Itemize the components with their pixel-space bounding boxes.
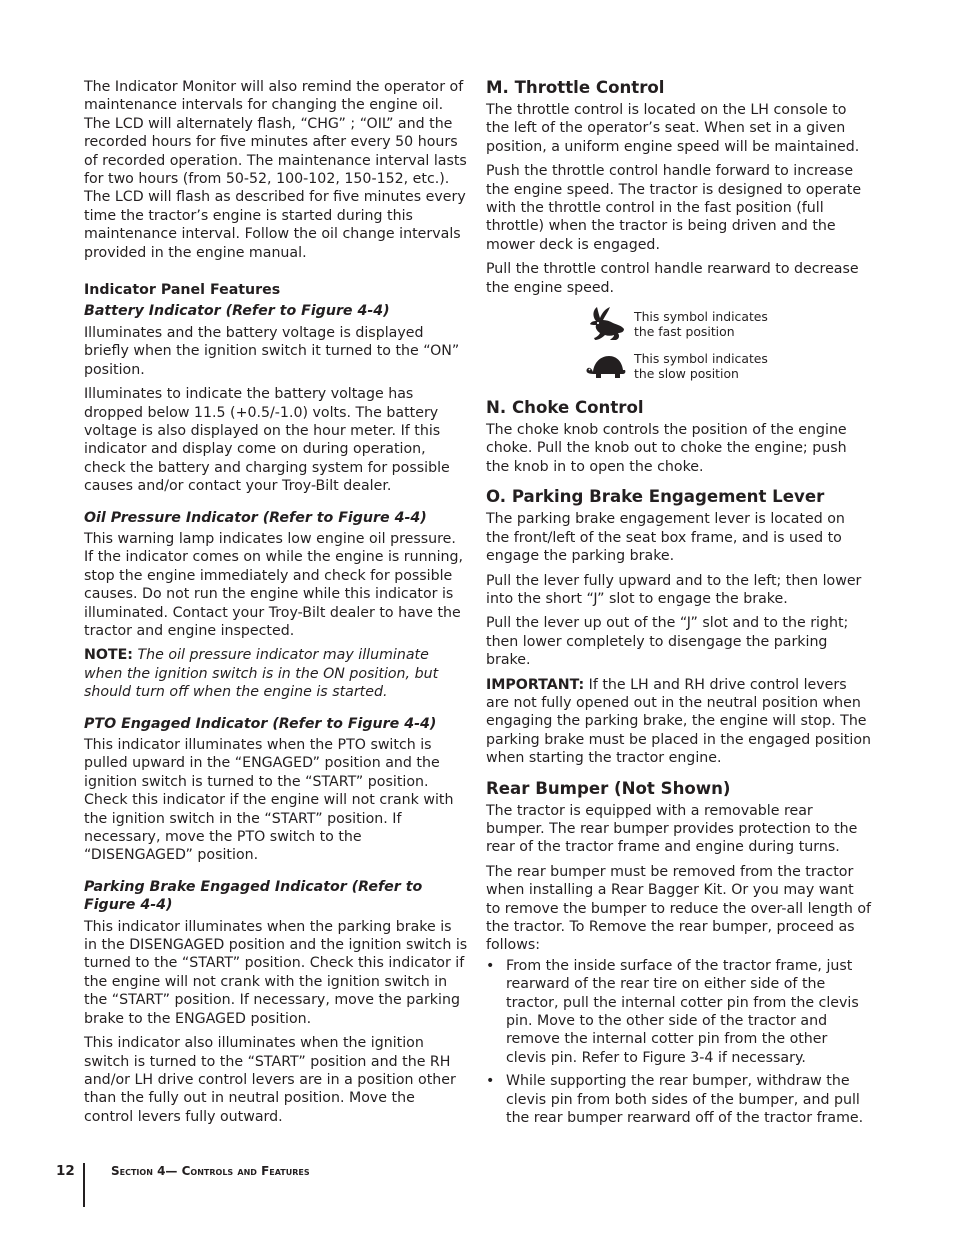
step-text: From the inside surface of the tractor frame, just rearward of the rear tire on either side of the tractor, pull the internal cotter pin from the clevis pin. Move to the other side of the tractor and remove the internal cotter pin from the other clevis pin. Refer to Figure 3-4 if necessary. xyxy=(506,957,859,1066)
oil-pressure-paragraph: This warning lamp indicates low engine oil pressure. If the indicator comes on while the engine is running, stop the engine immediately and check for possible causes. Do not run the engine while this indicator is illuminated. Contact your Troy-Bilt dealer to have the tractor and engine inspected. xyxy=(84,530,464,639)
parking-brake-indicator-paragraph-2: This indicator also illuminates when the ignition switch is turned to the “START” position and the RH and/or LH drive control levers are in a position other than the fully out in neutral position. Move the control levers fully outward. xyxy=(84,1035,456,1125)
throttle-paragraph-2: Push the throttle control handle forward to increase the engine speed. The tractor is designed to operate with the throttle control in the fast position (full throttle) when the tractor is being driven and the mower deck is engaged. xyxy=(486,163,862,253)
turtle-icon xyxy=(585,352,629,380)
left-column xyxy=(84,78,468,1132)
throttle-paragraph-3: Pull the throttle control handle rearward to decrease the engine speed. xyxy=(486,261,859,296)
slow-symbol-row xyxy=(486,345,872,387)
rear-bumper-heading: Rear Bumper (Not Shown) xyxy=(486,778,731,798)
rear-bumper-paragraph-2: The rear bumper must be removed from the tractor when installing a Rear Bagger Kit. Or you may want to remove the bumper to reduce the over-all length of the tractor. To Remove the rear bumper, proceed as follows: xyxy=(486,863,872,954)
fast-symbol-caption xyxy=(634,309,794,340)
slow-caption-line-2: the slow position xyxy=(634,366,739,382)
pto-indicator-heading: PTO Engaged Indicator (Refer to Figure 4-4) xyxy=(84,715,437,732)
fast-caption-line-2: the fast position xyxy=(634,324,735,340)
oil-pressure-note xyxy=(84,646,468,701)
parking-lever-paragraph-1: The parking brake engagement lever is located on the front/left of the seat box frame, and is used to engage the parking brake. xyxy=(486,511,845,565)
note-text: The oil pressure indicator may illuminate when the ignition switch is in the ON position, but should turn off when the engine is started. xyxy=(84,647,439,701)
fast-caption-line-1: This symbol indicates xyxy=(634,308,768,324)
throttle-symbols xyxy=(486,303,872,387)
choke-control-heading: N. Choke Control xyxy=(486,398,644,418)
important-label: IMPORTANT: xyxy=(486,676,585,693)
parking-brake-indicator-heading: Parking Brake Engaged Indicator (Refer to Figure 4-4) xyxy=(84,878,423,914)
bullet-icon: • xyxy=(486,957,495,974)
note-label: NOTE: xyxy=(84,647,133,664)
right-column xyxy=(486,78,872,1132)
indicator-panel-heading: Indicator Panel Features xyxy=(84,282,281,299)
battery-paragraph-2: Illuminates to indicate the battery voltage has dropped below 11.5 (+0.5/-1.0) volts. The battery voltage is also displayed on the hour meter. If this indicator and display come on during operation, check the battery and charging system for possible causes and/or contact your Troy-Bilt dealer. xyxy=(84,386,450,495)
footer-divider xyxy=(83,1163,85,1207)
battery-indicator-heading: Battery Indicator (Refer to Figure 4-4) xyxy=(84,303,390,320)
throttle-control-heading: M. Throttle Control xyxy=(486,78,665,97)
intro-paragraph: The Indicator Monitor will also remind the operator of maintenance intervals for changing the engine oil. The LCD will alternately flash, “CHG” ; “OIL” and the recorded hours for five minutes after every 50 hours of recorded operation. The maintenance interval lasts for two hours (from 50-52, 100-102, 150-152, etc.). The LCD will flash as described for five minutes every time the tractor’s engine is started during this maintenance interval. Follow the oil change intervals provided in the engine manual. xyxy=(84,79,467,261)
slow-caption-line-1: This symbol indicates xyxy=(634,350,768,366)
slow-symbol-caption xyxy=(634,351,794,382)
bullet-icon: • xyxy=(486,1073,495,1090)
parking-brake-indicator-paragraph-1: This indicator illuminates when the parking brake is in the DISENGAGED position and the ignition switch is turned to the “START” position. Check this indicator if the engine will not crank with the ignition switch in the “START” position. If necessary, move the parking brake to the ENGAGED position. xyxy=(84,918,468,1027)
section-title: Section 4— Controls and Features xyxy=(111,1164,310,1178)
list-item xyxy=(486,1072,872,1127)
battery-paragraph-1: Illuminates and the battery voltage is displayed briefly when the ignition switch it turned to the “ON” position. xyxy=(84,324,460,378)
rear-bumper-steps xyxy=(486,957,872,1128)
fast-symbol-row xyxy=(486,303,872,345)
page-number: 12 xyxy=(56,1163,75,1179)
parking-lever-paragraph-3: Pull the lever up out of the “J” slot and to the right; then lower completely to disengage the parking brake. xyxy=(486,615,849,669)
parking-brake-lever-heading: O. Parking Brake Engagement Lever xyxy=(486,487,825,507)
throttle-paragraph-1: The throttle control is located on the LH console to the left of the operator’s seat. When set in a given position, a uniform engine speed will be maintained. xyxy=(486,102,860,155)
list-item xyxy=(486,957,872,1067)
rear-bumper-paragraph-1: The tractor is equipped with a removable rear bumper. The rear bumper provides protection to the rear of the tractor frame and engine during turns. xyxy=(486,802,858,856)
rabbit-icon xyxy=(587,306,627,342)
important-text: If the LH and RH drive control levers are not fully opened out in the neutral position when engaging the parking brake, the engine will stop. The parking brake must be placed in the engaged position when starting the tractor engine. xyxy=(486,676,871,767)
important-notice xyxy=(486,676,872,768)
choke-paragraph: The choke knob controls the position of the engine choke. Pull the knob out to choke the engine; push the knob in to open the choke. xyxy=(486,422,847,475)
step-text: While supporting the rear bumper, withdraw the clevis pin from both sides of the bumper, and pull the rear bumper rearward off of the tractor frame. xyxy=(506,1073,864,1127)
pto-paragraph: This indicator illuminates when the PTO switch is pulled upward in the “ENGAGED” position and the ignition switch is turned to the “START” position. Check this indicator if the engine will not crank with the ignition switch in the “START” position. If necessary, move the PTO switch to the “DISENGAGED” position. xyxy=(84,737,454,864)
parking-lever-paragraph-2: Pull the lever fully upward and to the left; then lower into the short “J” slot to engage the brake. xyxy=(486,572,862,607)
oil-pressure-heading: Oil Pressure Indicator (Refer to Figure 4-4) xyxy=(84,509,427,526)
